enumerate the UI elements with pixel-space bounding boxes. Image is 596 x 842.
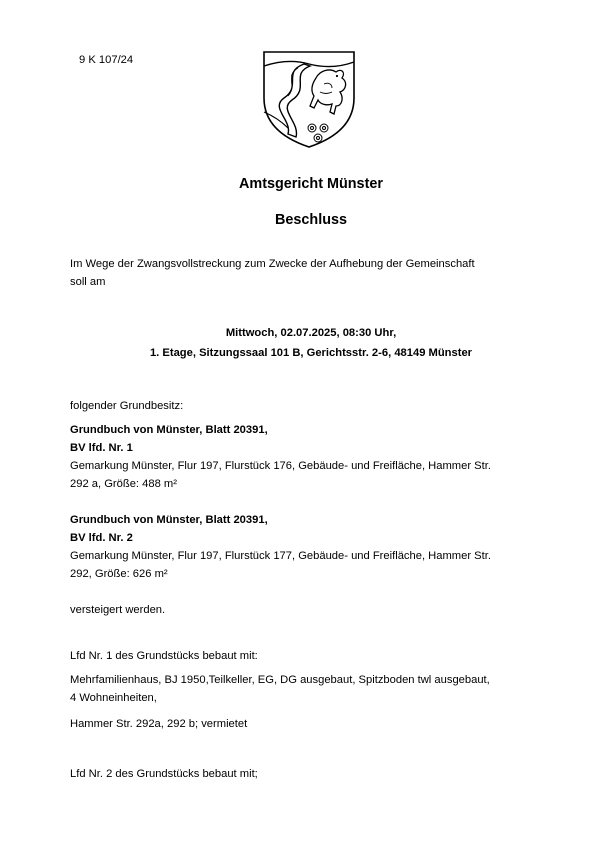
intro-line-1: Im Wege der Zwangsvollstreckung zum Zwecke der Aufhebung der Gemeinschaft xyxy=(70,258,475,270)
parcel-2-register: Grundbuch von Münster, Blatt 20391, xyxy=(70,514,268,526)
building-1-details-line-2: 4 Wohneinheiten, xyxy=(70,692,157,704)
appointment-location: 1. Etage, Sitzungssaal 101 B, Gerichtsstr. 2-6, 48149 Münster xyxy=(149,347,473,359)
parcel-1-description-line-2: 292 a, Größe: 488 m² xyxy=(70,478,177,490)
parcel-1-register: Grundbuch von Münster, Blatt 20391, xyxy=(70,424,268,436)
parcel-1-item: BV lfd. Nr. 1 xyxy=(70,442,133,454)
intro-line-2: soll am xyxy=(70,276,106,288)
parcel-2-description-line-1: Gemarkung Münster, Flur 197, Flurstück 177, Gebäude- und Freifläche, Hammer Str. xyxy=(70,550,491,562)
parcel-1-description-line-1: Gemarkung Münster, Flur 197, Flurstück 176, Gebäude- und Freifläche, Hammer Str. xyxy=(70,460,491,472)
appointment-date-time: Mittwoch, 02.07.2025, 08:30 Uhr, xyxy=(225,327,397,339)
building-1-heading: Lfd Nr. 1 des Grundstücks bebaut mit: xyxy=(70,650,258,662)
document-type: Beschluss xyxy=(275,212,347,228)
parcel-2-description-line-2: 292, Größe: 626 m² xyxy=(70,568,168,580)
parcel-2-item: BV lfd. Nr. 2 xyxy=(70,532,133,544)
coat-of-arms-icon xyxy=(258,48,360,150)
case-number: 9 K 107/24 xyxy=(79,54,134,66)
property-intro: folgender Grundbesitz: xyxy=(70,400,184,412)
building-2-heading: Lfd Nr. 2 des Grundstücks bebaut mit; xyxy=(70,768,258,780)
building-1-address: Hammer Str. 292a, 292 b; vermietet xyxy=(70,718,248,730)
building-1-details-line-1: Mehrfamilienhaus, BJ 1950,Teilkeller, EG, DG ausgebaut, Spitzboden twl ausgebaut, xyxy=(70,674,490,686)
court-name: Amtsgericht Münster xyxy=(239,176,383,192)
auction-text: versteigert werden. xyxy=(70,604,166,616)
